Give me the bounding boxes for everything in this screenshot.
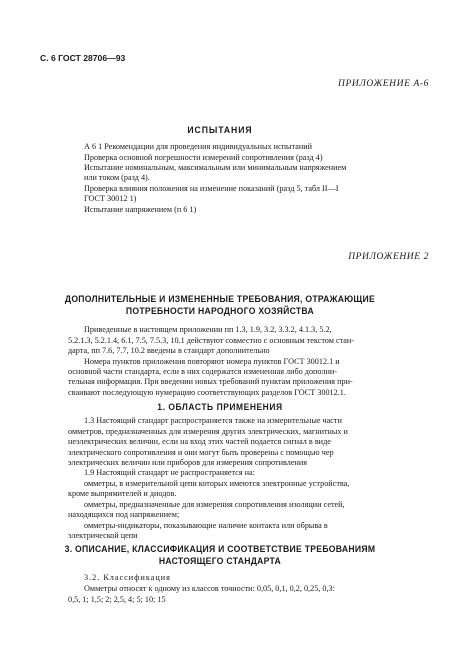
section-1-line: электрических величин или приборов для измерения сопротивления xyxy=(68,458,307,467)
appendix-a6-label: ПРИЛОЖЕНИЕ А-6 xyxy=(338,79,429,89)
section-1-line: 1.3 Настоящий стандарт распространяется также на измерительные части xyxy=(84,416,342,425)
section-1-line: кроме выпрямителей и диодов. xyxy=(68,489,177,498)
appendix-a6-line: или током (разд 4). xyxy=(84,173,150,182)
section-1-line: электрической цепи xyxy=(68,531,138,540)
section-3-title: 3. ОПИСАНИЕ, КЛАССИФИКАЦИЯ И СООТВЕТСТВИЕ ТРЕБОВАНИЯМ xyxy=(64,544,376,554)
section-1-line: находящихся под напряжением; xyxy=(68,510,180,519)
intro-line: 5.2.1.3, 5.2.1.4, 6.1, 7.5, 7.5.3, 10.1 действуют совместно с основным текстом стан- xyxy=(68,336,355,345)
appendix-2-label: ПРИЛОЖЕНИЕ 2 xyxy=(348,252,429,262)
intro-line: основной части стандарта, если в них содержатся измененная либо дополни- xyxy=(68,367,337,376)
appendix-2-title: ПОТРЕБНОСТИ НАРОДНОГО ХОЗЯЙСТВА xyxy=(125,306,314,316)
section-1-line: 1.9 Настоящий стандарт не распространяется на: xyxy=(84,468,255,477)
section-1-line: неэлектрических величин, если на вход этих частей подается сигнал в виде xyxy=(68,437,331,446)
section-1-line: омметры, в измерительной цепи которых имеются электронные устройства, xyxy=(84,479,350,488)
section-1-line: электрического сопротивления и они могут быть проверены с помощью чер xyxy=(68,448,334,457)
appendix-a6-line: А 6 1 Рекомендации для проведения индивидуальных испытаний xyxy=(84,142,312,151)
intro-line: тельная информация. При введении новых требований пунктам приложения при- xyxy=(68,377,353,386)
intro-line: Приведенные в настоящем приложении пп 1.3, 1.9, 3.2, 3.3.2, 4.1.3, 5.2, xyxy=(84,325,332,334)
section-3-heading: 3.2. Классификация xyxy=(84,573,171,582)
appendix-a6-line: ГОСТ 30012 1) xyxy=(84,194,137,203)
appendix-a6-line: Проверка основной погрешности измерений сопротивления (разд 4) xyxy=(84,153,323,162)
intro-line: дарта, пп 7.6, 7.7, 10.2 введены в стандарт дополнительно xyxy=(68,346,270,355)
appendix-a6-line: Испытание номинальным, максимальным или минимальным напряжением xyxy=(84,163,347,172)
section-3-line: 0,5, 1; 1,5; 2; 2,5, 4; 5; 10; 15 xyxy=(68,595,166,604)
section-3-title: НАСТОЯЩЕГО СТАНДАРТА xyxy=(158,556,282,566)
section-3-line: Омметры относят к одному из классов точности: 0,05, 0,1, 0,2, 0,25, 0,3: xyxy=(84,584,335,593)
page-header: С. 6 ГОСТ 28706—93 xyxy=(40,53,126,63)
appendix-a6-line: Проверка влияния положения на изменение показаний (разд 5, табл II—I xyxy=(84,184,339,193)
appendix-a6-title: ИСПЫТАНИЯ xyxy=(187,125,253,135)
section-1-line: омметры, предназначенные для измерения сопротивления изоляции сетей, xyxy=(84,500,345,509)
intro-line: Номера пунктов приложения повторяют номера пунктов ГОСТ 30012.1 и xyxy=(84,357,340,366)
section-1-line: омметры-индикаторы, показывающие наличие контакта или обрыва в xyxy=(84,521,328,530)
section-1-line: омметров, предназначенных для измерения других электрических, магнитных и xyxy=(68,427,348,436)
appendix-2-title: ДОПОЛНИТЕЛЬНЫЕ И ИЗМЕНЕННЫЕ ТРЕБОВАНИЯ, ОТРАЖАЮЩИЕ xyxy=(64,294,376,304)
intro-line: свaивают последующую нумерацию соответствующих разделов ГОСТ 30012.1. xyxy=(68,388,346,397)
appendix-a6-line: Испытание напряжением (п 6 1) xyxy=(84,205,197,214)
section-1-title: 1. ОБЛАСТЬ ПРИМЕНЕНИЯ xyxy=(157,402,283,412)
